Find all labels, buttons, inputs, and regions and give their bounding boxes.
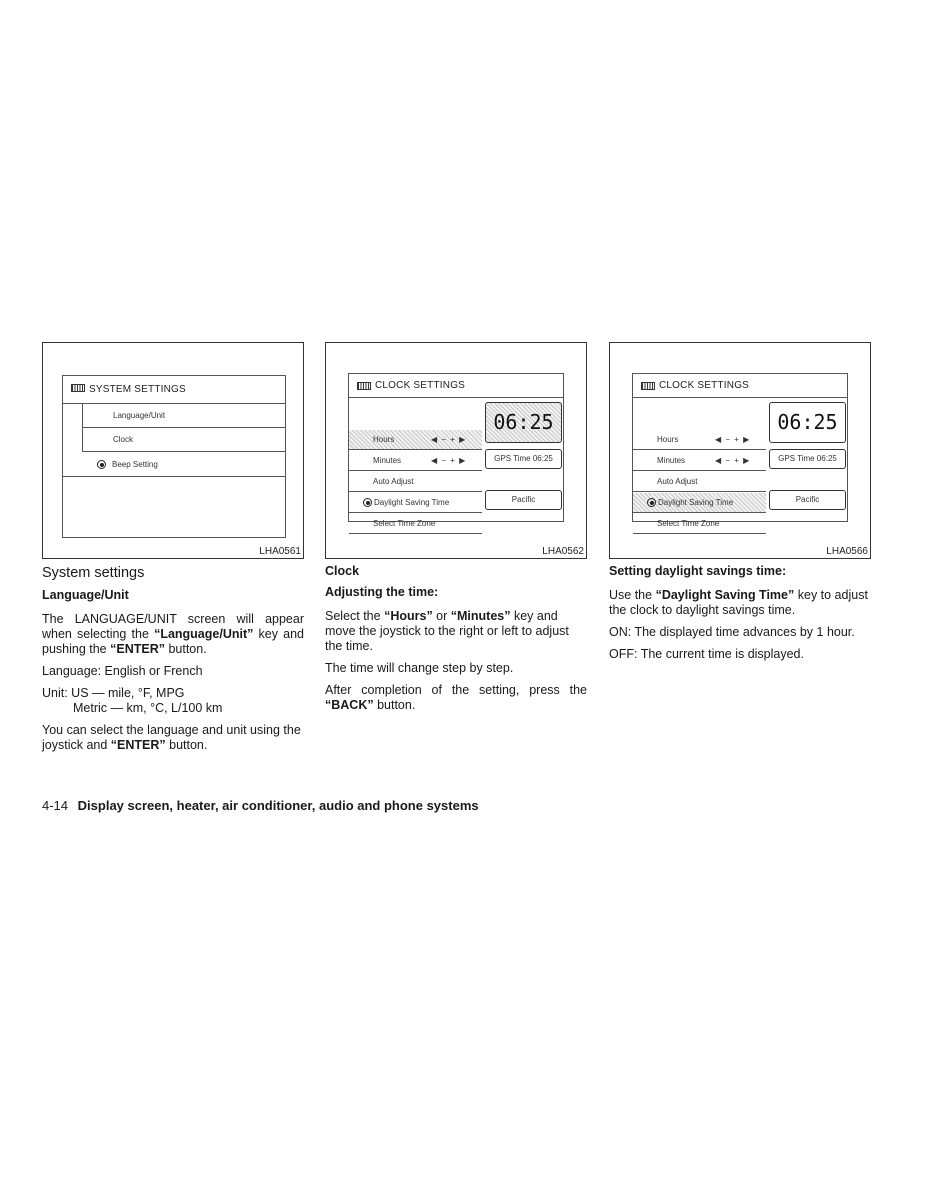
row-label: Daylight Saving Time	[658, 498, 734, 507]
paragraph: Language: English or French	[42, 664, 203, 678]
figure-clock-settings	[325, 342, 587, 559]
row-auto-adjust[interactable]	[349, 472, 482, 492]
row-auto-adjust[interactable]	[633, 472, 766, 492]
subheading: Adjusting the time:	[325, 585, 439, 599]
row-label: Select Time Zone	[657, 519, 720, 528]
adjust-arrows-icon[interactable]: ◀ − + ▶	[431, 456, 467, 465]
screen-title-text: CLOCK SETTINGS	[659, 380, 750, 391]
section-title: Clock	[325, 564, 360, 578]
page-footer	[42, 798, 479, 813]
body-text	[42, 564, 304, 753]
body-text	[325, 564, 587, 713]
figure-id: LHA0562	[542, 546, 584, 557]
keyboard-icon	[71, 384, 85, 392]
row-daylight-saving[interactable]	[633, 493, 766, 513]
row-label: Hours	[373, 435, 395, 444]
paragraph: OFF: The current time is displayed.	[609, 647, 804, 661]
screen-title	[633, 374, 847, 398]
keyboard-icon	[357, 382, 371, 390]
adjust-arrows-icon[interactable]: ◀ − + ▶	[715, 456, 751, 465]
column-clock	[325, 342, 587, 720]
menu-item-clock[interactable]: Clock	[82, 428, 285, 452]
paragraph: Use the “Daylight Saving Time” key to adjust the clock to daylight savings time.	[609, 588, 868, 617]
column-daylight-saving	[609, 342, 871, 669]
row-hours[interactable]	[633, 430, 766, 450]
paragraph: Select the “Hours” or “Minutes” key and move the joystick to the right or left to adjust the time.	[325, 609, 569, 653]
row-label: Minutes	[373, 456, 402, 465]
row-time-zone[interactable]	[633, 514, 766, 534]
time-zone-box[interactable]: Pacific	[485, 490, 562, 510]
clock-settings-screen	[348, 373, 564, 528]
section-title: System settings	[42, 565, 145, 581]
row-label: Auto Adjust	[657, 477, 698, 486]
time-display: 06:25	[485, 402, 562, 443]
row-minutes[interactable]	[633, 451, 766, 471]
screen-title-text: CLOCK SETTINGS	[375, 380, 466, 391]
subheading: Setting daylight savings time:	[609, 564, 787, 578]
menu-item-beep-setting[interactable]	[63, 452, 285, 477]
gps-time-box: GPS Time 06:25	[485, 449, 562, 469]
radio-on-icon	[97, 460, 106, 469]
paragraph: ON: The displayed time advances by 1 hour.	[609, 625, 855, 639]
chapter-title: Display screen, heater, air conditioner, audio and phone systems	[77, 798, 479, 813]
figure-id: LHA0561	[259, 546, 301, 557]
paragraph: You can select the language and unit using the joystick and “ENTER” button.	[42, 723, 301, 752]
row-hours[interactable]	[349, 430, 482, 450]
radio-on-icon	[647, 498, 656, 507]
subheading: Language/Unit	[42, 588, 129, 602]
row-label: Minutes	[657, 456, 686, 465]
radio-on-icon	[363, 498, 372, 507]
paragraph: Unit: US — mile, °F, MPG Metric — km, °C, L/100 km	[42, 686, 223, 715]
clock-settings-screen	[632, 373, 848, 528]
adjust-arrows-icon[interactable]: ◀ − + ▶	[431, 435, 467, 444]
row-daylight-saving[interactable]	[349, 493, 482, 513]
screen-title-text: SYSTEM SETTINGS	[89, 384, 186, 395]
row-time-zone[interactable]	[349, 514, 482, 534]
paragraph: After completion of the setting, press the “BACK” button.	[325, 683, 587, 712]
time-zone-box[interactable]: Pacific	[769, 490, 846, 510]
gps-time-box: GPS Time 06:25	[769, 449, 846, 469]
system-settings-screen	[62, 375, 286, 538]
paragraph: The LANGUAGE/UNIT screen will appear when selecting the “Language/Unit” key and pushing the “ENTER” button.	[42, 612, 304, 656]
menu-item-language-unit[interactable]: Language/Unit	[82, 404, 285, 428]
time-display: 06:25	[769, 402, 846, 443]
row-label: Daylight Saving Time	[374, 498, 450, 507]
figure-system-settings	[42, 342, 304, 559]
figure-daylight-saving	[609, 342, 871, 559]
screen-title	[349, 374, 563, 398]
row-label: Auto Adjust	[373, 477, 414, 486]
adjust-arrows-icon[interactable]: ◀ − + ▶	[715, 435, 751, 444]
paragraph: The time will change step by step.	[325, 661, 514, 675]
figure-id: LHA0566	[826, 546, 868, 557]
screen-title	[63, 376, 285, 404]
row-minutes[interactable]	[349, 451, 482, 471]
body-text	[609, 564, 871, 662]
keyboard-icon	[641, 382, 655, 390]
menu-item-label: Beep Setting	[112, 460, 158, 469]
row-label: Select Time Zone	[373, 519, 436, 528]
column-system-settings	[42, 342, 304, 760]
row-label: Hours	[657, 435, 679, 444]
page-number: 4-14	[42, 798, 69, 813]
